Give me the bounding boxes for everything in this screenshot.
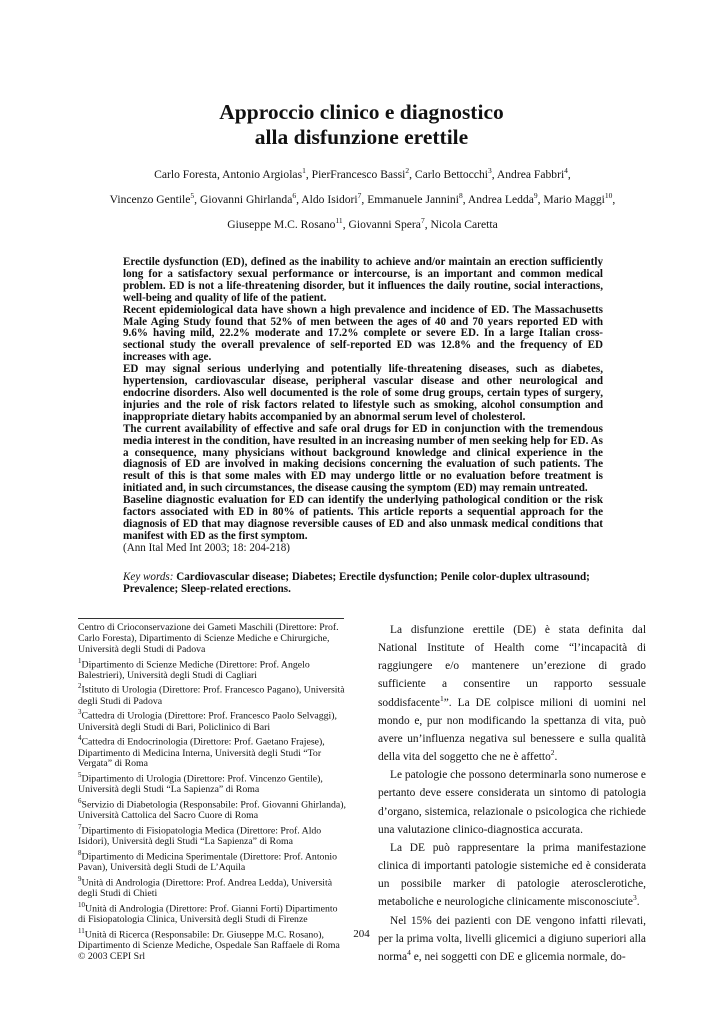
author-list: Carlo Foresta, Antonio Argiolas$^1$, PierFrancesco Bassi$^2$, Carlo Bettocchi$^3$, Andrea Fabbri$^4$, Vincenzo Gentile$^5$, Giovanni Ghirlanda$^6$, Aldo Isidori$^7$, Emmanuele Jannini$^8$, Andrea Ledda$^9$, Mario Maggi$^{10}$, Giuseppe M.C. Rosano$^{11}$, Giovanni Spera$^7$, Nicola Caretta — [109, 166, 616, 231]
keywords-label: Key words: — [123, 571, 174, 583]
affiliation: $^7$Dipartimento di Fisiopatologia Medica (Direttore: Prof. Aldo Isidori), Università degli Studi “La Sapienza” di Roma — [78, 823, 322, 848]
affiliation: $^{11}$Unità di Ricerca (Responsabile: Dr. Giuseppe M.C. Rosano), Dipartimento di Scienze Mediche, Ospedale San Raffaele di Roma — [78, 926, 340, 952]
keywords — [123, 571, 608, 595]
copyright: © 2003 CEPI Srl — [78, 950, 146, 962]
affiliation: $^3$Cattedra di Urologia (Direttore: Prof. Francesco Paolo Selvaggi), Università degli Studi di Bari, Policlinico di Bari — [78, 708, 337, 733]
footnote-divider — [78, 618, 344, 619]
affiliation: $^1$Dipartimento di Scienze Mediche (Direttore: Prof. Angelo Balestrieri), Università degli Studi di Cagliari — [78, 656, 310, 681]
abstract-paragraph: The current availability of effective and safe oral drugs for ED in conjunction with the tremendous media interest in the condition, have resulted in an increasing number of men seeking help for ED. As a consequence, many physicians without background knowledge and clinical experience in the diagnosis of ED are involved in making decisions concerning the evaluation of such patients. The result of this is that some males with ED may undergo little or no evaluation before treatment is initiated and, in such circumstances, the disease causing the symptom (ED) may remain untreated. — [123, 422, 603, 495]
title-line-2: alla disfunzione erettile — [254, 125, 469, 149]
citation: (Ann Ital Med Int 2003; 18: 204-218) — [123, 541, 290, 554]
affiliation: $^5$Dipartimento di Urologia (Direttore: Prof. Vincenzo Gentile), Università degli Studi “La Sapienza” di Roma — [78, 771, 323, 796]
affiliation: $^6$Servizio di Diabetologia (Responsabile: Prof. Giovanni Ghirlanda), Università Cattolica del Sacro Cuore di Roma — [78, 797, 346, 822]
body-paragraph: La DE può rappresentare la prima manifestazione clinica di importanti patologie sistemiche ed è considerata un possibile marker di patologie aterosclerotiche, metaboliche e neurologiche clinicamente misconosciute$^3$. — [378, 841, 646, 909]
body-paragraph: La disfunzione erettile (DE) è stata definita dal National Institute of Health come “l’incapacità di raggiungere e/o mantenere un’erezione di grado sufficiente a consentire un rapporto sessuale soddisfacente$^1$”. La DE colpisce milioni di uomini nel mondo e, pur non modificando la spettanza di vita, può avere un’influenza negativa sul benessere e sulla qualità della vita del soggetto che ne è affetto$^2$. — [378, 624, 646, 764]
title-line-1: Approccio clinico e diagnostico — [219, 100, 504, 124]
body-text — [378, 621, 646, 966]
article-title — [0, 100, 723, 150]
affiliation: $^8$Dipartimento di Medicina Sperimentale (Direttore: Prof. Antonio Pavan), Università degli Studi de L’Aquila — [78, 849, 337, 874]
affiliation: $^2$Istituto di Urologia (Direttore: Prof. Francesco Pagano), Università degli Studi di Padova — [78, 682, 345, 707]
keywords-text: Cardiovascular disease; Diabetes; Erectile dysfunction; Penile color-duplex ultrasound; Prevalence; Sleep-related erections. — [123, 571, 590, 595]
abstract-paragraph: Baseline diagnostic evaluation for ED can identify the underlying pathological condition or the risk factors associated with ED in 80% of patients. This article reports a sequential approach for the diagnosis of ED that may diagnose reversible causes of ED and also unmask medical conditions that manifest with ED as the first symptom. — [123, 494, 603, 542]
affiliation: $^{10}$Unità di Andrologia (Direttore: Prof. Gianni Forti) Dipartimento di Fisiopatologia Clinica, Università degli Studi di Firenze — [78, 900, 338, 926]
abstract — [123, 257, 603, 555]
page-number: 204 — [353, 928, 370, 940]
body-paragraph: Le patologie che possono determinarla sono numerose e pertanto deve essere considerata un sintomo di patologia d’organo, sistemica, relazionale o psicologica che richiede una valutazione clinico-diagnostica accurata. — [378, 769, 646, 836]
body-paragraph: Nel 15% dei pazienti con DE vengono infatti rilevati, per la prima volta, livelli glicemici a digiuno superiori alla norma$^4$ e, nei soggetti con DE e glicemia normale, do- — [378, 914, 646, 963]
abstract-paragraph: Erectile dysfunction (ED), defined as the inability to achieve and/or maintain an erection sufficiently long for a satisfactory sexual performance or intercourse, is an important and common medical problem. ED is not a life-threatening disorder, but it influences the daily routine, social interactions, well-being and quality of life of the patient. — [123, 256, 603, 304]
abstract-paragraph: ED may signal serious underlying and potentially life-threatening diseases, such as diabetes, hypertension, cardiovascular disease, peripheral vascular disease and other neurological and endocrine disorders. Also well documented is the role of some drug groups, certain types of surgery, injuries and the role of risk factors related to lifestyle such as smoking, alcohol consumption and inappropriate dietary habits accompanied by an abnormal serum level of cholesterol. — [123, 363, 603, 423]
abstract-paragraph: Recent epidemiological data have shown a high prevalence and incidence of ED. The Massachusetts Male Aging Study found that 52% of men between the ages of 40 and 70 years reported ED with 9.6% having mild, 22.2% moderate and 17.2% complete or severe ED. In a large Italian cross-sectional study the overall prevalence of self-reported ED was 12.8% and the frequency of ED increases with age. — [123, 303, 603, 364]
affiliations — [78, 623, 346, 963]
affiliation: Centro di Crioconservazione dei Gameti Maschili (Direttore: Prof. Carlo Foresta), Dipartimento di Scienze Mediche e Chirurgiche, Università degli Studi di Padova — [78, 622, 339, 655]
affiliation: $^4$Cattedra di Endocrinologia (Direttore: Prof. Gaetano Frajese), Dipartimento di Medicina Interna, Università degli Studi “Tor Vergata” di Roma — [78, 734, 325, 770]
affiliation: $^9$Unità di Andrologia (Direttore: Prof. Andrea Ledda), Università degli Studi di Chieti — [78, 875, 333, 900]
